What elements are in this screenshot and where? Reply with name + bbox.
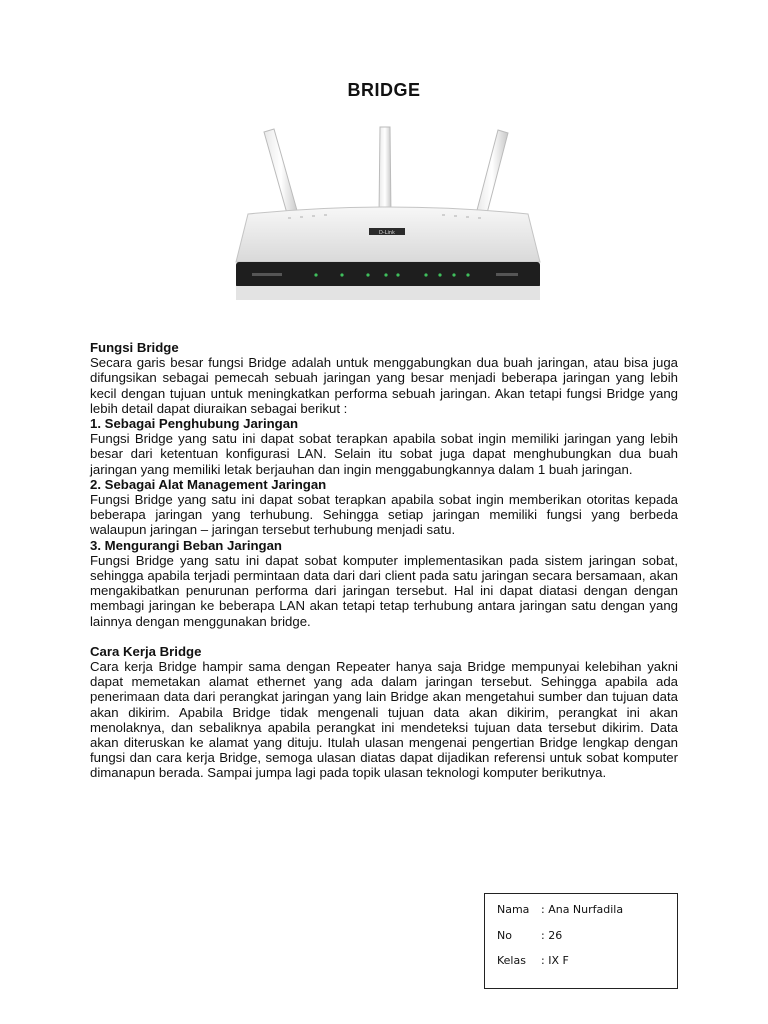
section-heading: Fungsi Bridge: [90, 340, 179, 355]
section-heading: 2. Sebagai Alat Management Jaringan: [90, 476, 327, 492]
article-body: [90, 340, 678, 781]
identity-row-nama: [497, 903, 623, 916]
section-paragraph: Fungsi Bridge yang satu ini dapat sobat komputer implementasikan pada sistem jaringan sobat, sehingga apabila terjadi permintaan data dari dari client pada satu jaringan secara bersamaan, akan mengakibatkan penurunan performa dari jaringan tersebut. Hal ini dapat diatasi dengan dengan membagi jaringan ke beberapa LAN akan tetapi tetap terhubung antara jaringan satu dengan yang lainnya dengan menggunakan bridge.: [90, 552, 678, 629]
identity-value: : 26: [541, 929, 563, 942]
identity-row-kelas: [497, 954, 569, 967]
section-heading: 1. Sebagai Penghubung Jaringan: [90, 416, 299, 432]
identity-value: : Ana Nurfadila: [541, 903, 624, 916]
identity-label: Kelas: [497, 954, 526, 967]
identity-value: : IX F: [541, 954, 569, 967]
section-heading: 3. Mengurangi Beban Jaringan: [90, 537, 282, 553]
section-paragraph: Fungsi Bridge yang satu ini dapat sobat terapkan apabila sobat ingin memberikan otoritas kepada beberapa jaringan yang terhubung. Sehingga setiap jaringan memiliki fungsi yang berbeda walaupun jaringan – jaringan tersebut terhubung menjadi satu.: [90, 492, 678, 538]
svg-text:D-Link: D-Link: [379, 230, 395, 236]
identity-label: No: [497, 929, 512, 942]
section-paragraph: Secara garis besar fungsi Bridge adalah untuk menggabungkan dua buah jaringan, atau bisa juga difungsikan sebagai pemecah sebuah jaringan yang besar menjadi beberapa jaringan yang lebih kecil dengan tujuan untuk meningkatkan performa sebuah jaringan. Akan tetapi fungsi Bridge yang lebih detail dapat diuraikan sebagai berikut :: [90, 355, 678, 416]
section-paragraph: Cara kerja Bridge hampir sama dengan Repeater hanya saja Bridge mempunyai kelebihan yakni dapat memetakan alamat ethernet yang ada dalam jaringan tersebut. Sehingga apabila ada penerimaan data dari perangkat jaringan yang lain Bridge akan mengetahui sumber dan tujuan data akan dikirim. Apabila Bridge tidak mengenali tujuan data akan dikirim, perangkat ini akan menolaknya, dan sebaliknya apabila perangkat ini mendeteksi tujuan data tersebut dikirim. Data akan diteruskan ke alamat yang dituju. Itulah ulasan mengenai pengertian Bridge lengkap dengan fungsi dan cara kerja Bridge, semoga ulasan diatas dapat dijadikan referensi untuk sobat komputer dimanapun berada. Sampai jumpa lagi pada topik ulasan teknologi komputer berikutnya.: [90, 659, 678, 781]
student-identity-box: [484, 893, 678, 989]
identity-label: Nama: [497, 903, 530, 916]
section-heading: Cara Kerja Bridge: [90, 643, 202, 659]
section-paragraph: Fungsi Bridge yang satu ini dapat sobat terapkan apabila sobat ingin memiliki jaringan yang lebih besar dari ketentuan konfigurasi LAN. Selain itu sobat juga dapat menghubungkan dua buah jaringan yang memiliki letak berjauhan dan ingin menggabungkannya dalam 1 buah jaringan.: [90, 431, 678, 477]
page-title: BRIDGE: [347, 80, 421, 100]
router-antennas: [264, 127, 508, 217]
router-image: [228, 122, 546, 308]
identity-row-no: [497, 929, 562, 942]
